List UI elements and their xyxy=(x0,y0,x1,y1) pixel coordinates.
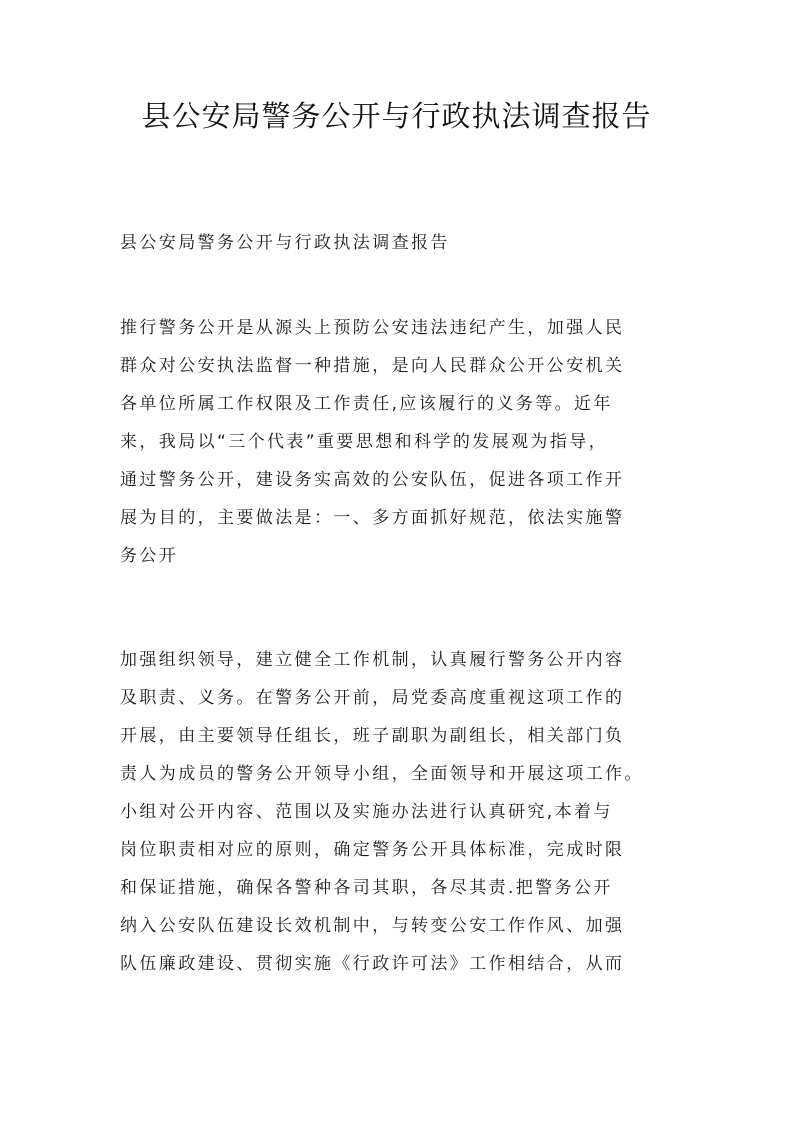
document-title: 县公安局警务公开与行政执法调查报告 xyxy=(141,99,652,133)
paragraph-line: 和保证措施，确保各警种各司其职，各尽其责.把警务公开 xyxy=(120,878,613,898)
paragraph-line xyxy=(120,983,700,1021)
paragraph-1 xyxy=(120,309,700,575)
paragraph-line: 通过警务公开，建设务实高效的公安队伍，促进各项工作开 xyxy=(120,470,625,490)
paragraph-line: 队伍廉政建设、贯彻实施《行政许可法》工作相结合，从而 xyxy=(120,954,625,974)
paragraph-line: 推行警务公开是从源头上预防公安违法违纪产生，加强人民 xyxy=(120,318,625,338)
paragraph-line: 开展，由主要领导任组长，班子副职为副组长，相关部门负 xyxy=(120,726,625,746)
paragraph-line: 展为目的，主要做法是：一、多方面抓好规范，依法实施警 xyxy=(120,508,625,528)
paragraph-line: 来，我局以“三个代表”重要思想和科学的发展观为指导， xyxy=(120,432,609,452)
paragraph-line: 各单位所属工作权限及工作责任,应该履行的义务等。近年 xyxy=(120,394,613,414)
paragraph-line: 群众对公安执法监督一种措施，是向人民群众公开公安机关 xyxy=(120,356,625,376)
paragraph-line: 责人为成员的警务公开领导小组，全面领导和开展这项工作。 xyxy=(120,764,644,784)
paragraph-line: 务公开 xyxy=(120,546,179,566)
document-subtitle: 县公安局警务公开与行政执法调查报告 xyxy=(120,233,450,253)
paragraph-2 xyxy=(120,641,700,1021)
paragraph-line: 岗位职责相对应的原则，确定警务公开具体标准，完成时限 xyxy=(120,840,625,860)
paragraph-line: 纳入公安队伍建设长效机制中，与转变公安工作作风、加强 xyxy=(120,916,625,936)
paragraph-line: 及职责、义务。在警务公开前，局党委高度重视这项工作的 xyxy=(120,688,625,708)
paragraph-line: 小组对公开内容、范围以及实施办法进行认真研究,本着与 xyxy=(120,802,613,822)
paragraph-line: 加强组织领导，建立健全工作机制，认真履行警务公开内容 xyxy=(120,650,625,670)
